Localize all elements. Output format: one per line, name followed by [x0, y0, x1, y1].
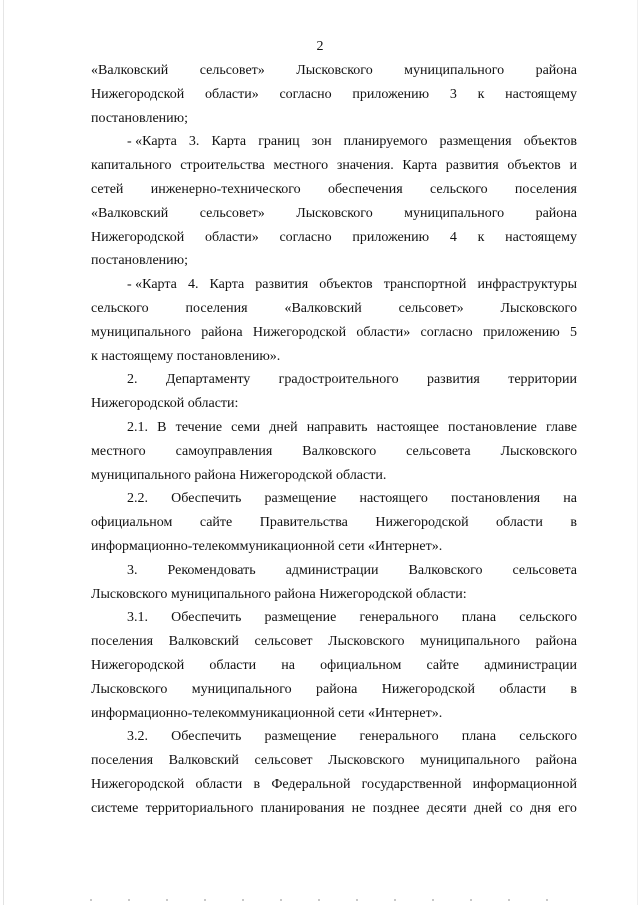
word: сельсовет — [254, 753, 313, 769]
word: десяти — [426, 800, 467, 816]
word: Обеспечить — [171, 729, 242, 745]
word: Нижегородской — [381, 681, 475, 697]
word: на — [563, 491, 577, 507]
text-line — [91, 154, 577, 178]
text-line — [91, 654, 577, 678]
word: настоящему — [505, 229, 577, 245]
word: приложению — [352, 229, 430, 245]
word: района — [535, 205, 577, 221]
word: Валковского — [302, 443, 377, 459]
word: плана — [461, 610, 497, 626]
word: приложению — [352, 86, 430, 102]
text-line — [91, 416, 577, 440]
word: района — [315, 681, 358, 697]
text-line: Лысковского муниципального района Нижегородской области: — [91, 586, 467, 602]
word: в — [253, 776, 261, 792]
word: постановления — [451, 491, 541, 507]
word: градостроительного — [278, 372, 399, 388]
word: государственной — [361, 776, 462, 792]
text-line — [91, 130, 577, 154]
word: генерального — [359, 729, 439, 745]
text-line: постановлению; — [91, 110, 189, 126]
word: сельсовет — [254, 634, 313, 650]
text-line — [91, 559, 577, 583]
word: муниципального — [191, 681, 292, 697]
text-line — [91, 83, 577, 107]
text-line — [91, 178, 577, 202]
word: муниципального — [91, 324, 191, 340]
word: области — [195, 776, 243, 792]
word: области — [499, 681, 547, 697]
word: объектов — [507, 158, 561, 174]
word: «Валковский — [284, 300, 362, 316]
scan-edge-left — [3, 0, 4, 905]
word: сельсовет» — [199, 205, 265, 221]
word: сетей — [91, 181, 124, 197]
word: поселения — [514, 181, 577, 197]
word: В — [157, 419, 167, 435]
word: к — [477, 86, 485, 102]
text-line — [91, 797, 577, 821]
next-line-cut-off — [90, 895, 580, 905]
word: сельского — [519, 729, 577, 745]
word: главе — [546, 419, 577, 435]
word: его — [558, 800, 577, 816]
word: и — [569, 158, 577, 174]
word: инфраструктуры — [477, 277, 577, 293]
word: области — [496, 515, 543, 531]
word: дней — [473, 800, 503, 816]
text-line — [91, 678, 577, 702]
text-line — [91, 773, 577, 797]
word: объектов — [523, 134, 577, 150]
word: сельского — [519, 610, 577, 626]
page-number: 2 — [316, 39, 324, 54]
word: системе — [91, 800, 139, 816]
word: Валковский — [168, 753, 239, 769]
word: района — [535, 753, 577, 769]
word: 3. — [127, 562, 138, 578]
word: согласно — [420, 324, 473, 340]
word: Нижегородской — [91, 86, 185, 102]
word: Нижегородской — [252, 324, 347, 340]
word: области» — [204, 86, 259, 102]
word: Карта — [209, 277, 245, 293]
word: местного — [91, 443, 146, 459]
word: 4. — [187, 277, 199, 293]
text-line — [91, 749, 577, 773]
word: - «Карта — [127, 277, 177, 293]
word: официальном — [320, 657, 402, 673]
word: информационной — [472, 776, 577, 792]
word: 2. — [127, 372, 138, 388]
word: 3.2. — [127, 729, 148, 745]
text-line — [91, 725, 577, 749]
word: территориального — [145, 800, 254, 816]
word: Департаменту — [165, 372, 251, 388]
word: транспортной — [383, 277, 467, 293]
word: администрации — [285, 562, 379, 578]
word: размещения — [439, 134, 512, 150]
word: муниципального — [404, 205, 505, 221]
word: сельсовет» — [199, 63, 265, 78]
word: 3 — [449, 86, 457, 102]
word: инженерно-технического — [150, 181, 301, 197]
word: муниципального — [420, 634, 521, 650]
document-body — [91, 59, 577, 821]
word: со — [509, 800, 523, 816]
text-line — [91, 297, 577, 321]
word: обеспечения — [327, 181, 403, 197]
word: течение — [175, 419, 223, 435]
text-line — [91, 202, 577, 226]
cut-off-text-fragments — [90, 899, 580, 901]
word: генерального — [359, 610, 439, 626]
word: поселения — [91, 634, 154, 650]
word: 3.1. — [127, 610, 148, 626]
word: дня — [529, 800, 552, 816]
word: поселения — [185, 300, 248, 316]
word: развития — [445, 158, 499, 174]
text-line: муниципального района Нижегородской области. — [91, 467, 387, 483]
word: сельского — [429, 181, 488, 197]
text-line — [91, 487, 577, 511]
word: местного — [273, 158, 329, 174]
word: приложению — [482, 324, 560, 340]
word: строительства — [180, 158, 265, 174]
word: границ — [258, 134, 300, 150]
word: плана — [461, 729, 497, 745]
word: Нижегородской — [91, 776, 185, 792]
word: администрации — [484, 657, 577, 673]
word: значения. — [336, 158, 394, 174]
word: Карта — [211, 134, 247, 150]
text-line: информационно-телекоммуникационной сети «Интернет». — [91, 538, 443, 554]
word: Лысковского — [296, 63, 373, 78]
word: области» — [356, 324, 411, 340]
word: «Валковский — [91, 63, 169, 78]
text-line — [91, 606, 577, 630]
word: согласно — [279, 229, 332, 245]
word: планирования — [260, 800, 345, 816]
word: дней — [269, 419, 298, 435]
scan-edge-right — [637, 0, 638, 905]
word: Федеральной — [271, 776, 351, 792]
text-line — [91, 59, 577, 83]
text-line: постановлению; — [91, 253, 189, 269]
word: планируемого — [343, 134, 428, 150]
word: - «Карта — [127, 134, 177, 150]
word: Лысковского — [328, 753, 405, 769]
text-line — [91, 321, 577, 345]
word: сельсовета — [512, 562, 577, 578]
text-line: к настоящему постановлению». — [91, 348, 281, 364]
word: района — [535, 63, 577, 78]
word: «Валковский — [91, 205, 169, 221]
word: настоящему — [505, 86, 577, 102]
word: постановление — [448, 419, 537, 435]
word: сельсовет» — [398, 300, 464, 316]
word: Карта — [402, 158, 438, 174]
word: сайте — [199, 515, 233, 531]
word: семи — [231, 419, 261, 435]
word: согласно — [279, 86, 332, 102]
word: Лысковского — [328, 634, 405, 650]
word: территории — [508, 372, 577, 388]
word: области — [209, 657, 257, 673]
word: на — [281, 657, 295, 673]
word: самоуправления — [175, 443, 273, 459]
word: сайте — [426, 657, 459, 673]
word: муниципального — [404, 63, 505, 78]
word: Лысковского — [91, 681, 168, 697]
word: 5 — [570, 324, 577, 340]
word: 3. — [188, 134, 200, 150]
word: Валковского — [408, 562, 483, 578]
word: направить — [306, 419, 368, 435]
word: Рекомендовать — [167, 562, 256, 578]
word: объектов — [319, 277, 373, 293]
word: настоящего — [359, 491, 428, 507]
word: позднее — [372, 800, 420, 816]
word: Обеспечить — [171, 491, 242, 507]
word: Правительства — [259, 515, 348, 531]
word: района — [535, 634, 577, 650]
word: развития — [255, 277, 309, 293]
text-line: Нижегородской области: — [91, 396, 239, 412]
word: в — [570, 681, 577, 697]
word: к — [477, 229, 485, 245]
word: Обеспечить — [171, 610, 242, 626]
word: Нижегородской — [375, 515, 469, 531]
word: Нижегородской — [91, 229, 185, 245]
word: Лысковского — [500, 443, 577, 459]
word: поселения — [91, 753, 154, 769]
text-line — [91, 511, 577, 535]
word: размещение — [264, 491, 337, 507]
word: размещение — [264, 610, 337, 626]
word: не — [351, 800, 366, 816]
word: зон — [311, 134, 332, 150]
word: размещение — [264, 729, 337, 745]
word: Валковский — [168, 634, 239, 650]
word: 2.2. — [127, 491, 148, 507]
word: 4 — [449, 229, 457, 245]
word: в — [570, 515, 577, 531]
word: официальном — [91, 515, 173, 531]
word: капитального — [91, 158, 172, 174]
text-line — [91, 630, 577, 654]
word: Нижегородской — [91, 657, 185, 673]
text-line — [91, 368, 577, 392]
text-line: информационно-телекоммуникационной сети «Интернет». — [91, 705, 443, 721]
word: Лысковского — [500, 300, 577, 316]
word: области» — [204, 229, 259, 245]
text-line — [91, 440, 577, 464]
word: сельсовета — [406, 443, 471, 459]
word: развития — [426, 372, 480, 388]
text-line — [91, 273, 577, 297]
word: Лысковского — [296, 205, 373, 221]
word: муниципального — [420, 753, 521, 769]
word: района — [201, 324, 243, 340]
word: настоящее — [376, 419, 439, 435]
text-line — [91, 226, 577, 250]
word: сельского — [91, 300, 149, 316]
word: 2.1. — [127, 419, 148, 435]
